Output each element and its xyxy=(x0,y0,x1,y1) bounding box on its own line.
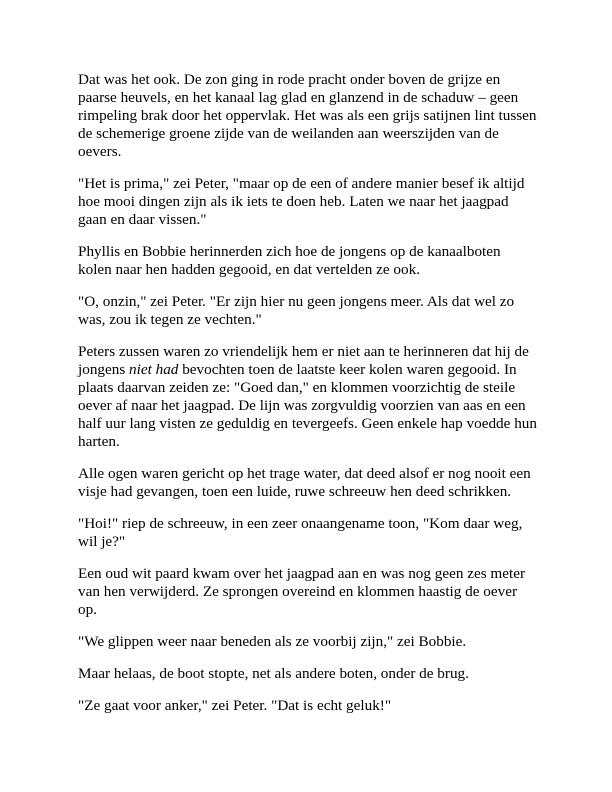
paragraph-9: "We glippen weer naar beneden als ze voorbij zijn," zei Bobbie. xyxy=(78,633,467,650)
paragraph-5-emphasis: niet had xyxy=(129,361,179,378)
paragraph-7: "Hoi!" riep de schreeuw, in een zeer onaangename toon, "Kom daar weg, wil je?" xyxy=(78,515,523,550)
paragraph-2: "Het is prima," zei Peter, "maar op de een of andere manier besef ik altijd hoe mooi dingen zijn als ik iets te doen heb. Laten we naar het jaagpad gaan en daar vissen." xyxy=(78,175,525,228)
paragraph-11: "Ze gaat voor anker," zei Peter. "Dat is echt geluk!" xyxy=(78,697,392,714)
document-page xyxy=(78,71,538,729)
paragraph-5-before: Peters zussen waren zo vriendelijk hem er niet aan te herinneren dat hij de jongens xyxy=(78,343,529,378)
paragraph-10: Maar helaas, de boot stopte, net als andere boten, onder de brug. xyxy=(78,665,469,682)
paragraph-3: Phyllis en Bobbie herinnerden zich hoe de jongens op de kanaalboten kolen naar hen hadden gegooid, en dat vertelden ze ook. xyxy=(78,243,501,278)
paragraph-4: "O, onzin," zei Peter. "Er zijn hier nu geen jongens meer. Als dat wel zo was, zou ik tegen ze vechten." xyxy=(78,293,515,328)
paragraph-5-after: bevochten toen de laatste keer kolen waren gegooid. In plaats daarvan zeiden ze: "Goed dan," en klommen voorzichtig de steile oever af naar het jaagpad. De lijn was zorgvuldig voorzien van aas en een half uur lang visten ze geduldig en tevergeefs. Geen enkele hap voedde hun harten. xyxy=(78,361,537,450)
paragraph-6: Alle ogen waren gericht op het trage water, dat deed alsof er nog nooit een visje had gevangen, toen een luide, ruwe schreeuw hen deed schrikken. xyxy=(78,465,531,500)
paragraph-5 xyxy=(78,343,538,451)
paragraph-1: Dat was het ook. De zon ging in rode pracht onder boven de grijze en paarse heuvels, en het kanaal lag glad en glanzend in de schaduw – geen rimpeling brak door het oppervlak. Het was als een grijs satijnen lint tussen de schemerige groene zijde van de weilanden aan weerszijden van de oevers. xyxy=(78,71,537,160)
paragraph-8: Een oud wit paard kwam over het jaagpad aan en was nog geen zes meter van hen verwijderd. Ze sprongen overeind en klommen haastig de oever op. xyxy=(78,565,526,618)
